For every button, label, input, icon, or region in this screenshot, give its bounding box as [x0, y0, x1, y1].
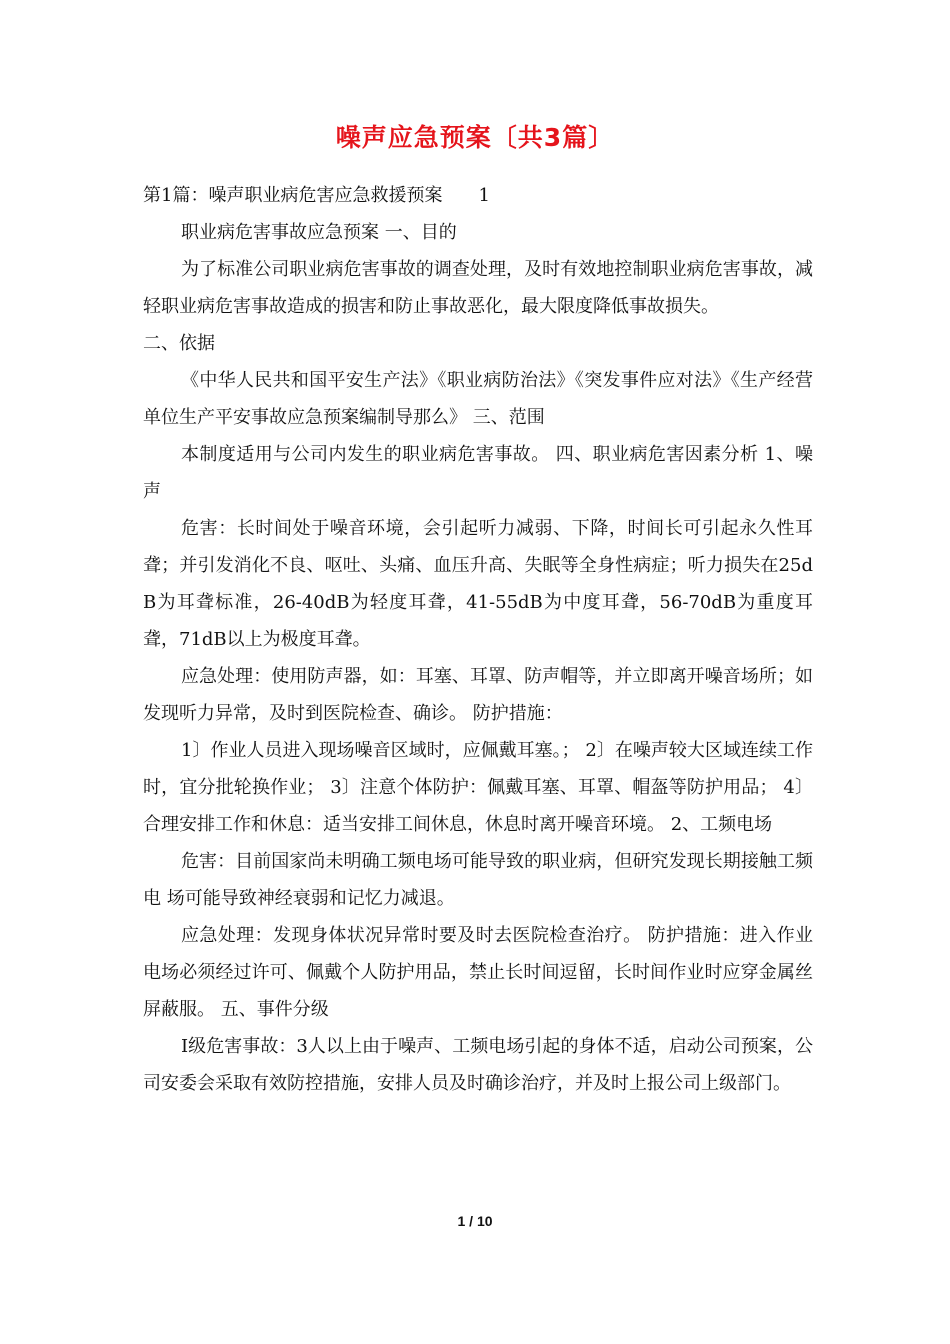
- document-body: [143, 177, 813, 1102]
- paragraph: 二、依据: [143, 333, 215, 354]
- paragraph: 应急处理：发现身体状况异常时要及时去医院检查治疗。 防护措施：进入作业电场必须经过许可、佩戴个人防护用品，禁止长时间逗留，长时间作业时应穿金属丝屏蔽服。 五、事件分级: [143, 925, 813, 1020]
- paragraph: 危害：目前国家尚未明确工频电场可能导致的职业病，但研究发现长期接触工频电 场可能导致神经衰弱和记忆力减退。: [143, 851, 813, 909]
- paragraph: 第1篇：噪声职业病危害应急救援预案 1: [143, 185, 490, 206]
- paragraph: 《中华人民共和国平安生产法》《职业病防治法》《突发事件应对法》《生产经营单位生产平安事故应急预案编制导那么》 三、范围: [143, 370, 813, 428]
- document-title: 噪声应急预案〔共3篇〕: [335, 123, 615, 152]
- paragraph: 应急处理：使用防声器，如：耳塞、耳罩、防声帽等，并立即离开噪音场所；如发现听力异常，及时到医院检查、确诊。 防护措施：: [143, 666, 813, 724]
- paragraph: Ⅰ级危害事故：3人以上由于噪声、工频电场引起的身体不适，启动公司预案，公司安委会采取有效防控措施，安排人员及时确诊治疗，并及时上报公司上级部门。: [143, 1036, 813, 1094]
- paragraph: 为了标准公司职业病危害事故的调查处理，及时有效地控制职业病危害事故，减轻职业病危害事故造成的损害和防止事故恶化，最大限度降低事故损失。: [143, 259, 813, 317]
- paragraph: 本制度适用与公司内发生的职业病危害事故。 四、职业病危害因素分析 1、噪声: [143, 444, 813, 502]
- page-number: 1 / 10: [457, 1213, 493, 1229]
- paragraph: 1〕作业人员进入现场噪音区域时，应佩戴耳塞。； 2〕在噪声较大区域连续工作时，宜分批轮换作业； 3〕注意个体防护：佩戴耳塞、耳罩、帽盔等防护用品； 4〕合理安排工作和休息：适当安排工间休息，休息时离开噪音环境。 2、工频电场: [143, 740, 813, 835]
- paragraph: 危害：长时间处于噪音环境，会引起听力减弱、下降，时间长可引起永久性耳聋；并引发消化不良、呕吐、头痛、血压升高、失眠等全身性病症；听力损失在25dB为耳聋标准，26-40dB为轻度耳聋，41-55dB为中度耳聋，56-70dB为重度耳聋，71dB以上为极度耳聋。: [143, 518, 813, 650]
- paragraph: 职业病危害事故应急预案 一、目的: [181, 222, 457, 243]
